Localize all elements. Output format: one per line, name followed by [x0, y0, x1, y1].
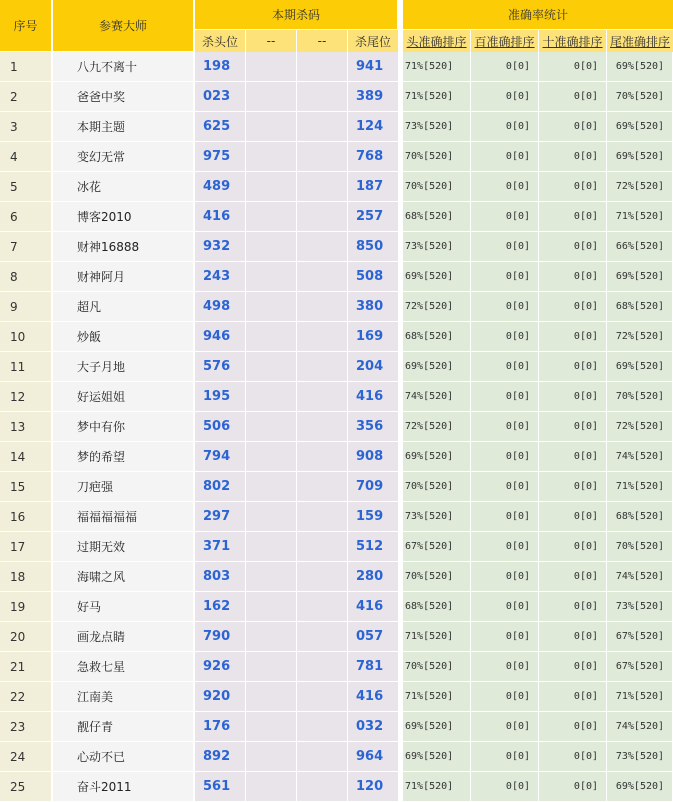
table-row — [0, 652, 673, 682]
hundreds-accuracy: 0[0] — [471, 682, 539, 712]
head-accuracy: 73%[520] — [403, 112, 471, 142]
tail-accuracy: 71%[520] — [607, 202, 673, 232]
hundreds-accuracy: 0[0] — [471, 532, 539, 562]
table-row — [0, 772, 673, 802]
tail-accuracy: 72%[520] — [607, 172, 673, 202]
kill-blank-cell — [246, 682, 297, 712]
tens-accuracy: 0[0] — [539, 502, 607, 532]
table-row — [0, 442, 673, 472]
hundreds-accuracy: 0[0] — [471, 82, 539, 112]
master-name[interactable]: 奋斗2011 — [53, 772, 195, 802]
kill-head-number: 794 — [195, 442, 246, 472]
row-index: 20 — [0, 622, 53, 652]
kill-tail-number: 941 — [348, 52, 399, 82]
kill-head-number: 416 — [195, 202, 246, 232]
kill-head-number: 561 — [195, 772, 246, 802]
hundreds-accuracy: 0[0] — [471, 382, 539, 412]
head-accuracy: 73%[520] — [403, 232, 471, 262]
kill-blank-cell — [297, 712, 348, 742]
kill-head-number: 162 — [195, 592, 246, 622]
tens-accuracy: 0[0] — [539, 562, 607, 592]
kill-tail-number: 416 — [348, 382, 399, 412]
master-name[interactable]: 梦的希望 — [53, 442, 195, 472]
row-index: 9 — [0, 292, 53, 322]
head-accuracy: 68%[520] — [403, 592, 471, 622]
header-index: 序号 — [0, 0, 53, 52]
tail-accuracy: 73%[520] — [607, 742, 673, 772]
hundreds-accuracy: 0[0] — [471, 172, 539, 202]
head-accuracy: 73%[520] — [403, 502, 471, 532]
kill-blank-cell — [297, 772, 348, 802]
tail-accuracy: 66%[520] — [607, 232, 673, 262]
table-row — [0, 532, 673, 562]
master-name[interactable]: 超凡 — [53, 292, 195, 322]
master-name[interactable]: 刀疤强 — [53, 472, 195, 502]
kill-blank-cell — [297, 442, 348, 472]
subheader-head-accuracy[interactable]: 头准确排序 — [403, 30, 471, 52]
row-index: 11 — [0, 352, 53, 382]
kill-tail-number: 356 — [348, 412, 399, 442]
subheader-kill-head: 杀头位 — [195, 30, 246, 52]
row-index: 10 — [0, 322, 53, 352]
kill-tail-number: 187 — [348, 172, 399, 202]
master-name[interactable]: 博客2010 — [53, 202, 195, 232]
head-accuracy: 67%[520] — [403, 532, 471, 562]
kill-blank-cell — [246, 622, 297, 652]
tail-accuracy: 74%[520] — [607, 562, 673, 592]
master-name[interactable]: 财神16888 — [53, 232, 195, 262]
kill-tail-number: 964 — [348, 742, 399, 772]
table-row — [0, 562, 673, 592]
kill-blank-cell — [297, 262, 348, 292]
kill-tail-number: 416 — [348, 592, 399, 622]
row-index: 23 — [0, 712, 53, 742]
table-row — [0, 172, 673, 202]
hundreds-accuracy: 0[0] — [471, 322, 539, 352]
head-accuracy: 68%[520] — [403, 202, 471, 232]
row-index: 14 — [0, 442, 53, 472]
row-index: 1 — [0, 52, 53, 82]
tens-accuracy: 0[0] — [539, 772, 607, 802]
tens-accuracy: 0[0] — [539, 172, 607, 202]
kill-tail-number: 416 — [348, 682, 399, 712]
head-accuracy: 69%[520] — [403, 742, 471, 772]
tail-accuracy: 69%[520] — [607, 262, 673, 292]
hundreds-accuracy: 0[0] — [471, 562, 539, 592]
kill-blank-cell — [297, 112, 348, 142]
tail-accuracy: 74%[520] — [607, 712, 673, 742]
kill-blank-cell — [297, 82, 348, 112]
tens-accuracy: 0[0] — [539, 352, 607, 382]
row-index: 24 — [0, 742, 53, 772]
hundreds-accuracy: 0[0] — [471, 442, 539, 472]
tens-accuracy: 0[0] — [539, 112, 607, 142]
kill-head-number: 297 — [195, 502, 246, 532]
head-accuracy: 71%[520] — [403, 82, 471, 112]
tens-accuracy: 0[0] — [539, 472, 607, 502]
tens-accuracy: 0[0] — [539, 202, 607, 232]
kill-tail-number: 159 — [348, 502, 399, 532]
header-kill-group: 本期杀码 — [195, 0, 399, 30]
kill-tail-number: 032 — [348, 712, 399, 742]
hundreds-accuracy: 0[0] — [471, 142, 539, 172]
kill-blank-cell — [246, 652, 297, 682]
kill-blank-cell — [297, 652, 348, 682]
master-name[interactable]: 过期无效 — [53, 532, 195, 562]
kill-blank-cell — [297, 412, 348, 442]
tail-accuracy: 68%[520] — [607, 292, 673, 322]
kill-head-number: 932 — [195, 232, 246, 262]
tens-accuracy: 0[0] — [539, 682, 607, 712]
subheader-tens-accuracy[interactable]: 十准确排序 — [539, 30, 607, 52]
kill-blank-cell — [297, 622, 348, 652]
subheader-blank-2: -- — [297, 30, 348, 52]
kill-blank-cell — [297, 532, 348, 562]
tail-accuracy: 70%[520] — [607, 532, 673, 562]
head-accuracy: 70%[520] — [403, 172, 471, 202]
kill-blank-cell — [246, 172, 297, 202]
table-row — [0, 52, 673, 82]
hundreds-accuracy: 0[0] — [471, 112, 539, 142]
table-row — [0, 742, 673, 772]
kill-blank-cell — [246, 412, 297, 442]
kill-blank-cell — [297, 682, 348, 712]
tail-accuracy: 67%[520] — [607, 652, 673, 682]
table-row — [0, 382, 673, 412]
kill-blank-cell — [246, 52, 297, 82]
master-name[interactable]: 八九不离十 — [53, 52, 195, 82]
kill-blank-cell — [297, 232, 348, 262]
head-accuracy: 71%[520] — [403, 682, 471, 712]
kill-blank-cell — [246, 532, 297, 562]
kill-blank-cell — [246, 112, 297, 142]
kill-head-number: 489 — [195, 172, 246, 202]
head-accuracy: 69%[520] — [403, 442, 471, 472]
master-name[interactable]: 好马 — [53, 592, 195, 622]
row-index: 6 — [0, 202, 53, 232]
head-accuracy: 70%[520] — [403, 142, 471, 172]
tail-accuracy: 69%[520] — [607, 52, 673, 82]
subheader-hundreds-accuracy[interactable]: 百准确排序 — [471, 30, 539, 52]
kill-blank-cell — [297, 742, 348, 772]
row-index: 22 — [0, 682, 53, 712]
table-row — [0, 232, 673, 262]
kill-blank-cell — [297, 502, 348, 532]
hundreds-accuracy: 0[0] — [471, 412, 539, 442]
master-name[interactable]: 海啸之风 — [53, 562, 195, 592]
table-row — [0, 202, 673, 232]
table-row — [0, 82, 673, 112]
head-accuracy: 72%[520] — [403, 412, 471, 442]
kill-head-number: 506 — [195, 412, 246, 442]
kill-tail-number: 120 — [348, 772, 399, 802]
master-name[interactable]: 冰花 — [53, 172, 195, 202]
hundreds-accuracy: 0[0] — [471, 712, 539, 742]
kill-blank-cell — [246, 262, 297, 292]
kill-head-number: 803 — [195, 562, 246, 592]
row-index: 13 — [0, 412, 53, 442]
row-index: 4 — [0, 142, 53, 172]
kill-head-number: 802 — [195, 472, 246, 502]
table-row — [0, 142, 673, 172]
master-name[interactable]: 财神阿月 — [53, 262, 195, 292]
tail-accuracy: 67%[520] — [607, 622, 673, 652]
tail-accuracy: 72%[520] — [607, 322, 673, 352]
header-master: 参赛大师 — [53, 0, 195, 52]
master-name[interactable]: 心动不已 — [53, 742, 195, 772]
kill-blank-cell — [297, 292, 348, 322]
tail-accuracy: 73%[520] — [607, 592, 673, 622]
kill-blank-cell — [297, 562, 348, 592]
kill-tail-number: 908 — [348, 442, 399, 472]
hundreds-accuracy: 0[0] — [471, 652, 539, 682]
kill-tail-number: 389 — [348, 82, 399, 112]
table-row — [0, 322, 673, 352]
tail-accuracy: 70%[520] — [607, 382, 673, 412]
hundreds-accuracy: 0[0] — [471, 232, 539, 262]
kill-tail-number: 709 — [348, 472, 399, 502]
row-index: 15 — [0, 472, 53, 502]
tens-accuracy: 0[0] — [539, 262, 607, 292]
tail-accuracy: 69%[520] — [607, 142, 673, 172]
kill-blank-cell — [246, 712, 297, 742]
head-accuracy: 69%[520] — [403, 352, 471, 382]
head-accuracy: 74%[520] — [403, 382, 471, 412]
header-accuracy-group: 准确率统计 — [403, 0, 673, 30]
master-name[interactable]: 江南美 — [53, 682, 195, 712]
tens-accuracy: 0[0] — [539, 742, 607, 772]
kill-head-number: 198 — [195, 52, 246, 82]
kill-head-number: 892 — [195, 742, 246, 772]
tens-accuracy: 0[0] — [539, 652, 607, 682]
master-name[interactable]: 好运姐姐 — [53, 382, 195, 412]
kill-blank-cell — [246, 142, 297, 172]
kill-tail-number: 512 — [348, 532, 399, 562]
kill-blank-cell — [246, 742, 297, 772]
table-row — [0, 352, 673, 382]
tens-accuracy: 0[0] — [539, 292, 607, 322]
kill-tail-number: 380 — [348, 292, 399, 322]
master-name[interactable]: 本期主题 — [53, 112, 195, 142]
table-row — [0, 472, 673, 502]
master-name[interactable]: 福福福福福 — [53, 502, 195, 532]
subheader-blank-1: -- — [246, 30, 297, 52]
subheader-tail-accuracy[interactable]: 尾准确排序 — [607, 30, 673, 52]
head-accuracy: 69%[520] — [403, 712, 471, 742]
tail-accuracy: 69%[520] — [607, 352, 673, 382]
master-name[interactable]: 画龙点睛 — [53, 622, 195, 652]
kill-head-number: 176 — [195, 712, 246, 742]
row-index: 16 — [0, 502, 53, 532]
kill-head-number: 195 — [195, 382, 246, 412]
head-accuracy: 70%[520] — [403, 652, 471, 682]
kill-tail-number: 169 — [348, 322, 399, 352]
kill-blank-cell — [297, 472, 348, 502]
tens-accuracy: 0[0] — [539, 412, 607, 442]
tail-accuracy: 71%[520] — [607, 472, 673, 502]
kill-blank-cell — [246, 232, 297, 262]
head-accuracy: 71%[520] — [403, 772, 471, 802]
kill-tail-number: 057 — [348, 622, 399, 652]
kill-blank-cell — [297, 172, 348, 202]
tens-accuracy: 0[0] — [539, 712, 607, 742]
kill-blank-cell — [246, 292, 297, 322]
tail-accuracy: 74%[520] — [607, 442, 673, 472]
master-name[interactable]: 变幻无常 — [53, 142, 195, 172]
row-index: 25 — [0, 772, 53, 802]
kill-tail-number: 280 — [348, 562, 399, 592]
master-name[interactable]: 梦中有你 — [53, 412, 195, 442]
row-index: 3 — [0, 112, 53, 142]
kill-tail-number: 768 — [348, 142, 399, 172]
row-index: 2 — [0, 82, 53, 112]
kill-blank-cell — [246, 592, 297, 622]
row-index: 7 — [0, 232, 53, 262]
kill-head-number: 576 — [195, 352, 246, 382]
tens-accuracy: 0[0] — [539, 622, 607, 652]
table-row — [0, 622, 673, 652]
kill-head-number: 371 — [195, 532, 246, 562]
hundreds-accuracy: 0[0] — [471, 292, 539, 322]
kill-tail-number: 204 — [348, 352, 399, 382]
kill-blank-cell — [246, 472, 297, 502]
tens-accuracy: 0[0] — [539, 142, 607, 172]
kill-blank-cell — [297, 592, 348, 622]
kill-blank-cell — [246, 442, 297, 472]
kill-blank-cell — [246, 772, 297, 802]
kill-tail-number: 124 — [348, 112, 399, 142]
tail-accuracy: 71%[520] — [607, 682, 673, 712]
hundreds-accuracy: 0[0] — [471, 772, 539, 802]
tail-accuracy: 69%[520] — [607, 772, 673, 802]
kill-head-number: 243 — [195, 262, 246, 292]
head-accuracy: 72%[520] — [403, 292, 471, 322]
tail-accuracy: 68%[520] — [607, 502, 673, 532]
kill-blank-cell — [297, 322, 348, 352]
tens-accuracy: 0[0] — [539, 322, 607, 352]
hundreds-accuracy: 0[0] — [471, 472, 539, 502]
row-index: 12 — [0, 382, 53, 412]
tens-accuracy: 0[0] — [539, 382, 607, 412]
kill-head-number: 920 — [195, 682, 246, 712]
row-index: 5 — [0, 172, 53, 202]
kill-tail-number: 257 — [348, 202, 399, 232]
row-index: 21 — [0, 652, 53, 682]
kill-blank-cell — [297, 382, 348, 412]
head-accuracy: 68%[520] — [403, 322, 471, 352]
head-accuracy: 70%[520] — [403, 472, 471, 502]
hundreds-accuracy: 0[0] — [471, 622, 539, 652]
master-name[interactable]: 大子月地 — [53, 352, 195, 382]
tail-accuracy: 72%[520] — [607, 412, 673, 442]
tens-accuracy: 0[0] — [539, 52, 607, 82]
master-name[interactable]: 急救七星 — [53, 652, 195, 682]
hundreds-accuracy: 0[0] — [471, 202, 539, 232]
kill-head-number: 023 — [195, 82, 246, 112]
kill-tail-number: 508 — [348, 262, 399, 292]
head-accuracy: 69%[520] — [403, 262, 471, 292]
master-name[interactable]: 炒飯 — [53, 322, 195, 352]
kill-blank-cell — [246, 82, 297, 112]
head-accuracy: 71%[520] — [403, 622, 471, 652]
row-index: 17 — [0, 532, 53, 562]
hundreds-accuracy: 0[0] — [471, 592, 539, 622]
kill-head-number: 946 — [195, 322, 246, 352]
head-accuracy: 70%[520] — [403, 562, 471, 592]
master-name[interactable]: 靓仔青 — [53, 712, 195, 742]
tail-accuracy: 69%[520] — [607, 112, 673, 142]
tens-accuracy: 0[0] — [539, 532, 607, 562]
kill-tail-number: 781 — [348, 652, 399, 682]
master-name[interactable]: 爸爸中奖 — [53, 82, 195, 112]
table-row — [0, 262, 673, 292]
kill-blank-cell — [297, 52, 348, 82]
table-row — [0, 412, 673, 442]
table-row — [0, 592, 673, 622]
table-row — [0, 112, 673, 142]
table-row — [0, 712, 673, 742]
subheader-kill-tail: 杀尾位 — [348, 30, 399, 52]
kill-head-number: 625 — [195, 112, 246, 142]
kill-blank-cell — [297, 352, 348, 382]
kill-blank-cell — [246, 352, 297, 382]
head-accuracy: 71%[520] — [403, 52, 471, 82]
row-index: 19 — [0, 592, 53, 622]
tens-accuracy: 0[0] — [539, 442, 607, 472]
kill-blank-cell — [297, 202, 348, 232]
tens-accuracy: 0[0] — [539, 592, 607, 622]
hundreds-accuracy: 0[0] — [471, 502, 539, 532]
kill-blank-cell — [246, 382, 297, 412]
kill-blank-cell — [246, 502, 297, 532]
kill-blank-cell — [246, 322, 297, 352]
table-row — [0, 292, 673, 322]
kill-head-number: 926 — [195, 652, 246, 682]
table-row — [0, 502, 673, 532]
kill-blank-cell — [297, 142, 348, 172]
row-index: 8 — [0, 262, 53, 292]
hundreds-accuracy: 0[0] — [471, 352, 539, 382]
kill-tail-number: 850 — [348, 232, 399, 262]
kill-head-number: 790 — [195, 622, 246, 652]
kill-head-number: 975 — [195, 142, 246, 172]
tens-accuracy: 0[0] — [539, 82, 607, 112]
hundreds-accuracy: 0[0] — [471, 262, 539, 292]
hundreds-accuracy: 0[0] — [471, 742, 539, 772]
row-index: 18 — [0, 562, 53, 592]
kill-blank-cell — [246, 202, 297, 232]
tens-accuracy: 0[0] — [539, 232, 607, 262]
kill-blank-cell — [246, 562, 297, 592]
kill-head-number: 498 — [195, 292, 246, 322]
hundreds-accuracy: 0[0] — [471, 52, 539, 82]
table-row — [0, 682, 673, 712]
tail-accuracy: 70%[520] — [607, 82, 673, 112]
